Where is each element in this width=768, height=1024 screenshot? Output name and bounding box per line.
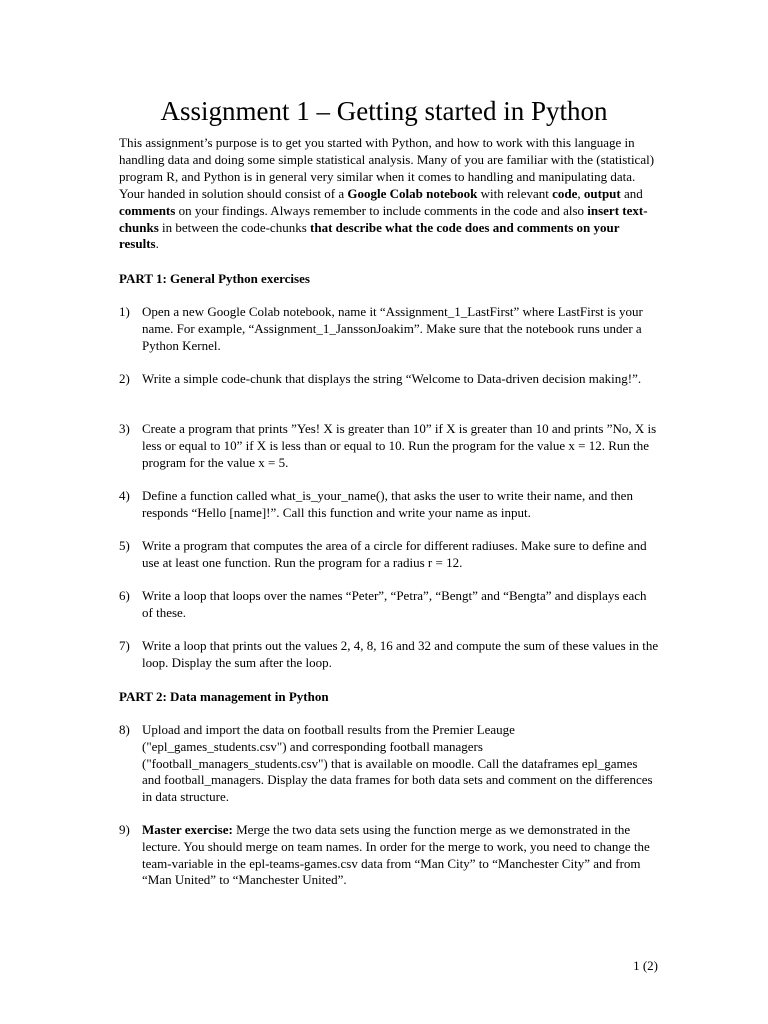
item-text: Open a new Google Colab notebook, name it “Assignment_1_LastFirst” where LastFirst is your name. For example, “Assignment_1_JanssonJoakim”. Make sure that the notebook runs under a Python Kernel. (142, 304, 643, 353)
item-number: 1) (119, 304, 130, 319)
exercise-item-2 (119, 371, 659, 388)
intro-bold: code (552, 185, 578, 201)
exercise-item-7 (119, 638, 659, 672)
exercise-item-9 (119, 822, 659, 889)
item-number: 9) (119, 822, 130, 837)
intro-bold: that describe what the code does and comments on your results (119, 219, 620, 252)
intro-text: in between the code-chunks (158, 219, 311, 235)
page-title: Assignment 1 – Getting started in Python (160, 96, 608, 126)
intro-text: , (577, 185, 584, 201)
intro-text: . (155, 236, 159, 252)
intro-text: and (620, 185, 643, 201)
exercise-item-8 (119, 722, 659, 806)
intro-bold: insert text-chunks (119, 202, 648, 235)
item-text: Define a function called what_is_your_name(), that asks the user to write their name, and then responds “Hello [name]!”. Call this function and write your name as input. (142, 488, 633, 520)
item-number: 4) (119, 488, 130, 503)
intro-paragraph (119, 135, 659, 253)
exercise-item-6 (119, 588, 659, 622)
master-exercise-label: Master exercise: (142, 822, 233, 837)
exercise-item-4 (119, 488, 659, 522)
item-text: Upload and import the data on football results from the Premier Leauge ("epl_games_students.csv") and corresponding football managers ("football_managers_students.csv") that is available on moodle. Call the dataframes epl_games and football_managers. Display the data frames for both data sets and comment on the differences in data structure. (142, 722, 653, 805)
exercise-item-5 (119, 538, 659, 572)
intro-text: with relevant (477, 185, 553, 201)
item-text: Create a program that prints ”Yes! X is greater than 10” if X is greater than 10 and prints ”No, X is less or equal to 10” if X is less than or equal to 10. Run the program for the value x = 12. Run the program for the value x = 5. (142, 421, 657, 470)
item-text: Write a loop that prints out the values 2, 4, 8, 16 and 32 and compute the sum of these values in the loop. Display the sum after the loop. (142, 638, 659, 670)
item-text: Write a program that computes the area of a circle for different radiuses. Make sure to define and use at least one function. Run the program for a radius r = 12. (142, 538, 647, 570)
intro-bold: Google Colab notebook (347, 185, 478, 201)
intro-text: on your findings. Always remember to include comments in the code and also (175, 202, 588, 218)
item-text: Write a simple code-chunk that displays the string “Welcome to Data-driven decision making!”. (142, 371, 642, 386)
master-exercise-text: Merge the two data sets using the function merge as we demonstrated in the lecture. You should merge on team names. In order for the merge to work, you need to change the team-variable in the epl-teams-games.csv data from “Man City” to “Manchester City” and from “Man United” to “Manchester United”. (142, 822, 650, 888)
item-number: 7) (119, 638, 130, 653)
item-number: 3) (119, 421, 130, 436)
item-number: 2) (119, 371, 130, 386)
intro-text: This assignment’s purpose is to get you started with Python, and how to work with this language in handling data and doing some simple statistical analysis. Many of you are familiar with the (statistical) program R, and Python is in general very similar when it comes to handling and manipulating data. Your handed in solution should consist of a (119, 135, 655, 201)
part1-heading: PART 1: General Python exercises (119, 271, 310, 286)
intro-bold: output (583, 185, 621, 201)
intro-bold: comments (119, 202, 176, 218)
part2-heading: PART 2: Data management in Python (119, 689, 329, 704)
item-number: 8) (119, 722, 130, 737)
item-number: 5) (119, 538, 130, 553)
exercise-item-1 (119, 304, 659, 354)
item-text (142, 822, 659, 889)
exercise-item-3 (119, 421, 659, 471)
item-number: 6) (119, 588, 130, 603)
item-text: Write a loop that loops over the names “Peter”, “Petra”, “Bengt” and “Bengta” and displays each of these. (142, 588, 647, 620)
page-number: 1 (2) (633, 958, 658, 973)
